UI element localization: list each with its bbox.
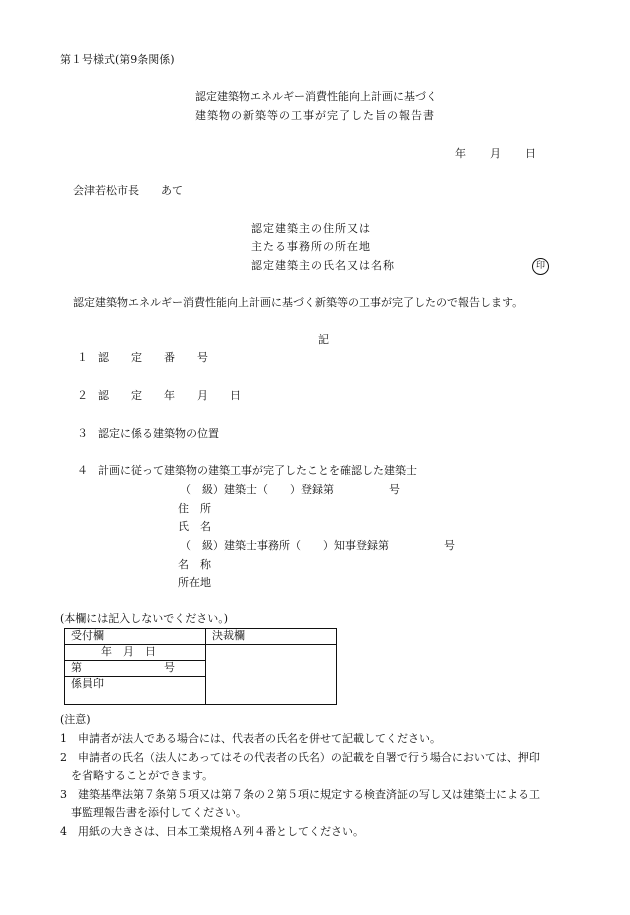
reception-table — [64, 628, 337, 705]
office-name-label: 名 称 — [178, 558, 211, 571]
note-1: 1 申請者が法人である場合には、代表者の氏名を併せて記載してください。 — [60, 732, 441, 745]
addressee: 会津若松市長 あて — [73, 184, 183, 197]
note-3-line-1: 3 建築基準法第７条第５項又は第７条の２第５項に規定する検査済証の写し又は建築士による工 — [60, 788, 540, 801]
report-statement: 認定建築物エネルギー消費性能向上計画に基づく新築等の工事が完了したので報告します。 — [73, 296, 524, 309]
applicant-name-label: 認定建築主の氏名又は名称 — [251, 259, 395, 272]
number-prefix: 第 — [71, 661, 82, 674]
decision-header: 決裁欄 — [206, 629, 337, 645]
item-3-label: 認定に係る建築物の位置 — [98, 427, 219, 440]
note-4: 4 用紙の大きさは、日本工業規格Ａ列４番としてください。 — [60, 825, 364, 838]
note-2-line-1: 2 申請者の氏名（法人にあってはその代表者の氏名）の記載を自署で行う場合においては、押印 — [60, 751, 540, 764]
title-line-1: 認定建築物エネルギー消費性能向上計画に基づく — [195, 90, 437, 103]
date-day-label: 日 — [525, 147, 536, 160]
office-location-label: 所在地 — [178, 576, 211, 589]
received-header: 受付欄 — [65, 629, 206, 645]
reception-note: (本欄には記入しないでください。) — [60, 612, 229, 625]
form-number: 第１号様式(第9条関係) — [60, 53, 175, 66]
office-registration: （ 級）建築士事務所（ ）知事登録第 号 — [180, 539, 455, 552]
applicant-address-label-1: 認定建築主の住所又は — [251, 222, 371, 235]
architect-registration: （ 級）建築士（ ）登録第 号 — [180, 483, 400, 496]
date-month-label: 月 — [490, 147, 501, 160]
item-1-number: １ — [77, 351, 88, 364]
ki-heading: 記 — [318, 333, 329, 346]
item-3-number: ３ — [77, 427, 88, 440]
title-line-2: 建築物の新築等の工事が完了した旨の報告書 — [195, 109, 435, 122]
note-2-line-2: を省略することができます。 — [71, 769, 214, 782]
architect-name-label: 氏 名 — [178, 520, 211, 533]
seal-mark: 印 — [532, 258, 549, 275]
staff-seal-cell: 係員印 — [65, 677, 206, 705]
note-3-line-2: 事監理報告書を添付してください。 — [71, 806, 247, 819]
item-2-label: 認 定 年 月 日 — [98, 389, 241, 402]
date-year-label: 年 — [455, 147, 466, 160]
item-2-number: ２ — [77, 389, 88, 402]
architect-address-label: 住 所 — [178, 502, 211, 515]
item-4-number: ４ — [77, 464, 88, 477]
decision-cell — [206, 645, 337, 705]
applicant-address-label-2: 主たる事務所の所在地 — [251, 240, 371, 253]
reception-number-row — [65, 661, 206, 677]
item-4-label: 計画に従って建築物の建築工事が完了したことを確認した建築士 — [98, 464, 417, 477]
reception-date-row: 年 月 日 — [65, 645, 206, 661]
number-suffix: 号 — [164, 661, 175, 674]
notes-heading: (注意) — [60, 713, 91, 726]
item-1-label: 認 定 番 号 — [98, 351, 208, 364]
